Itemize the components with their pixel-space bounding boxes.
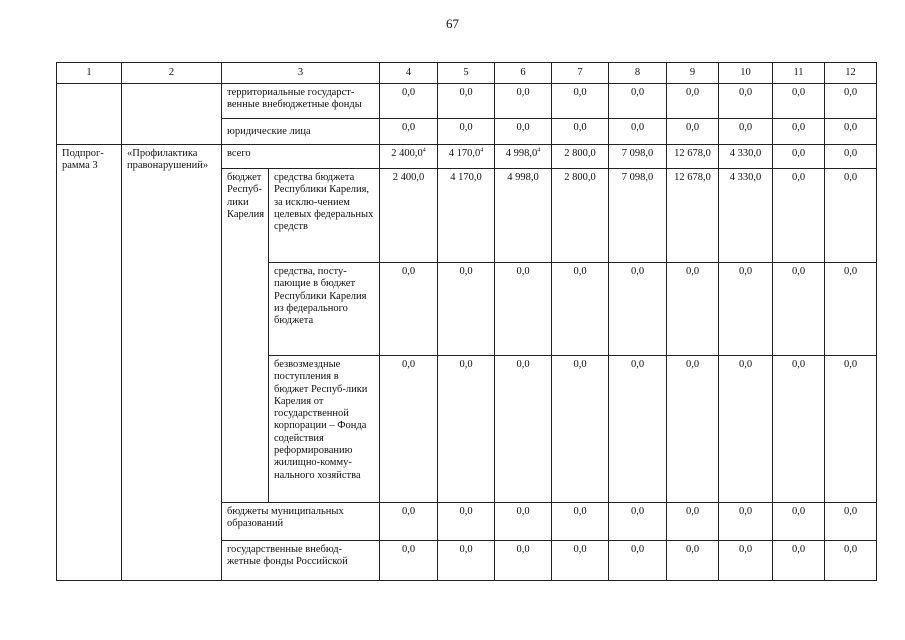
column-number: 9 xyxy=(667,63,719,84)
value-cell: 0,0 xyxy=(667,503,719,541)
value-cell xyxy=(825,145,877,169)
budget-group-label: бюджет Респуб-лики Карелия xyxy=(222,169,269,503)
value-cell: 0,0 xyxy=(825,356,877,503)
value-cell: 0,0 xyxy=(495,503,552,541)
subprogram-number: Подпрог-рамма 3 xyxy=(57,145,122,581)
value-text: 7 098,0 xyxy=(621,148,654,159)
value-cell: 0,0 xyxy=(552,356,609,503)
value-cell: 0,0 xyxy=(719,119,773,145)
value-text: 2 800,0 xyxy=(564,148,596,159)
empty-cell xyxy=(122,84,222,145)
source-label: государственные внебюд-жетные фонды Российской xyxy=(222,541,380,581)
value-cell: 0,0 xyxy=(773,84,825,119)
value-cell: 0,0 xyxy=(719,263,773,356)
column-number: 4 xyxy=(380,63,438,84)
value-cell: 0,0 xyxy=(380,263,438,356)
column-number: 12 xyxy=(825,63,877,84)
value-cell: 0,0 xyxy=(773,541,825,581)
source-label: средства бюджета Республики Карелия, за исклю-чением целевых федеральных средств xyxy=(269,169,380,263)
row-territorial-funds xyxy=(57,84,877,119)
value-cell: 0,0 xyxy=(667,119,719,145)
value-cell: 0,0 xyxy=(667,541,719,581)
value-cell: 0,0 xyxy=(552,541,609,581)
value-cell: 0,0 xyxy=(773,119,825,145)
column-number: 7 xyxy=(552,63,609,84)
value-cell: 0,0 xyxy=(773,169,825,263)
value-cell xyxy=(719,145,773,169)
column-number: 8 xyxy=(609,63,667,84)
value-text: 4 998,0 xyxy=(505,148,538,159)
empty-cell xyxy=(57,84,122,145)
source-label: территориальные государст-венные внебюджетные фонды xyxy=(222,84,380,119)
value-cell xyxy=(667,145,719,169)
column-number-row xyxy=(57,63,877,84)
budget-table xyxy=(56,62,877,581)
column-number: 10 xyxy=(719,63,773,84)
subprogram-name: «Профилактика правонарушений» xyxy=(122,145,222,581)
value-cell xyxy=(438,145,495,169)
value-cell: 0,0 xyxy=(438,119,495,145)
value-cell: 0,0 xyxy=(609,84,667,119)
value-text: 0,0 xyxy=(791,148,806,159)
column-number: 6 xyxy=(495,63,552,84)
value-cell: 0,0 xyxy=(825,541,877,581)
value-cell: 0,0 xyxy=(380,541,438,581)
value-cell: 0,0 xyxy=(438,541,495,581)
value-cell xyxy=(495,145,552,169)
value-cell: 0,0 xyxy=(609,263,667,356)
page-number: 67 xyxy=(446,16,459,31)
value-cell xyxy=(773,145,825,169)
value-cell: 0,0 xyxy=(380,84,438,119)
value-text: 4 330,0 xyxy=(729,148,762,159)
value-cell: 7 098,0 xyxy=(609,169,667,263)
value-cell: 0,0 xyxy=(380,503,438,541)
value-cell xyxy=(552,145,609,169)
value-cell: 2 800,0 xyxy=(552,169,609,263)
value-cell: 0,0 xyxy=(825,84,877,119)
value-cell: 0,0 xyxy=(719,356,773,503)
footnote-mark: 4 xyxy=(537,147,541,154)
source-label: средства, посту-пающие в бюджет Республики Карелия из федерального бюджета xyxy=(269,263,380,356)
value-cell: 0,0 xyxy=(552,84,609,119)
value-cell: 4 170,0 xyxy=(438,169,495,263)
value-cell xyxy=(380,145,438,169)
value-cell: 0,0 xyxy=(825,503,877,541)
value-cell: 0,0 xyxy=(495,263,552,356)
column-number: 2 xyxy=(122,63,222,84)
value-text: 2 400,0 xyxy=(391,148,423,159)
value-cell: 0,0 xyxy=(719,84,773,119)
value-cell: 0,0 xyxy=(719,541,773,581)
value-cell: 0,0 xyxy=(552,503,609,541)
value-text: 0,0 xyxy=(843,148,858,159)
value-cell: 0,0 xyxy=(438,503,495,541)
value-cell: 0,0 xyxy=(609,356,667,503)
column-number: 5 xyxy=(438,63,495,84)
footnote-mark: 4 xyxy=(422,147,426,154)
value-cell: 0,0 xyxy=(552,119,609,145)
source-label: бюджеты муниципальных образований xyxy=(222,503,380,541)
value-cell: 0,0 xyxy=(495,84,552,119)
value-cell: 0,0 xyxy=(438,263,495,356)
value-cell: 0,0 xyxy=(773,263,825,356)
value-cell: 0,0 xyxy=(667,356,719,503)
value-cell: 0,0 xyxy=(667,84,719,119)
value-text: 12 678,0 xyxy=(674,148,711,159)
value-cell: 0,0 xyxy=(825,169,877,263)
value-cell: 0,0 xyxy=(773,356,825,503)
column-number: 11 xyxy=(773,63,825,84)
value-cell: 12 678,0 xyxy=(667,169,719,263)
value-cell: 0,0 xyxy=(667,263,719,356)
source-label: юридические лица xyxy=(222,119,380,145)
source-label: всего xyxy=(222,145,380,169)
value-cell: 2 400,0 xyxy=(380,169,438,263)
value-cell: 4 330,0 xyxy=(719,169,773,263)
value-cell: 0,0 xyxy=(495,119,552,145)
value-cell: 0,0 xyxy=(495,541,552,581)
value-cell: 0,0 xyxy=(380,119,438,145)
value-cell: 4 998,0 xyxy=(495,169,552,263)
value-cell: 0,0 xyxy=(438,84,495,119)
value-text: 4 170,0 xyxy=(448,148,481,159)
value-cell: 0,0 xyxy=(609,541,667,581)
row-total xyxy=(57,145,877,169)
value-cell xyxy=(609,145,667,169)
value-cell: 0,0 xyxy=(825,119,877,145)
value-cell: 0,0 xyxy=(719,503,773,541)
source-label: безвозмездные поступления в бюджет Респуб-лики Карелия от государственной корпорации – Фонда содействия реформированию жилищно-комму-нального хозяйства xyxy=(269,356,380,503)
column-number: 3 xyxy=(222,63,380,84)
value-cell: 0,0 xyxy=(438,356,495,503)
value-cell: 0,0 xyxy=(825,263,877,356)
value-cell: 0,0 xyxy=(773,503,825,541)
value-cell: 0,0 xyxy=(609,119,667,145)
value-cell: 0,0 xyxy=(552,263,609,356)
value-cell: 0,0 xyxy=(609,503,667,541)
footnote-mark: 4 xyxy=(480,147,484,154)
column-number: 1 xyxy=(57,63,122,84)
value-cell: 0,0 xyxy=(380,356,438,503)
value-cell: 0,0 xyxy=(495,356,552,503)
